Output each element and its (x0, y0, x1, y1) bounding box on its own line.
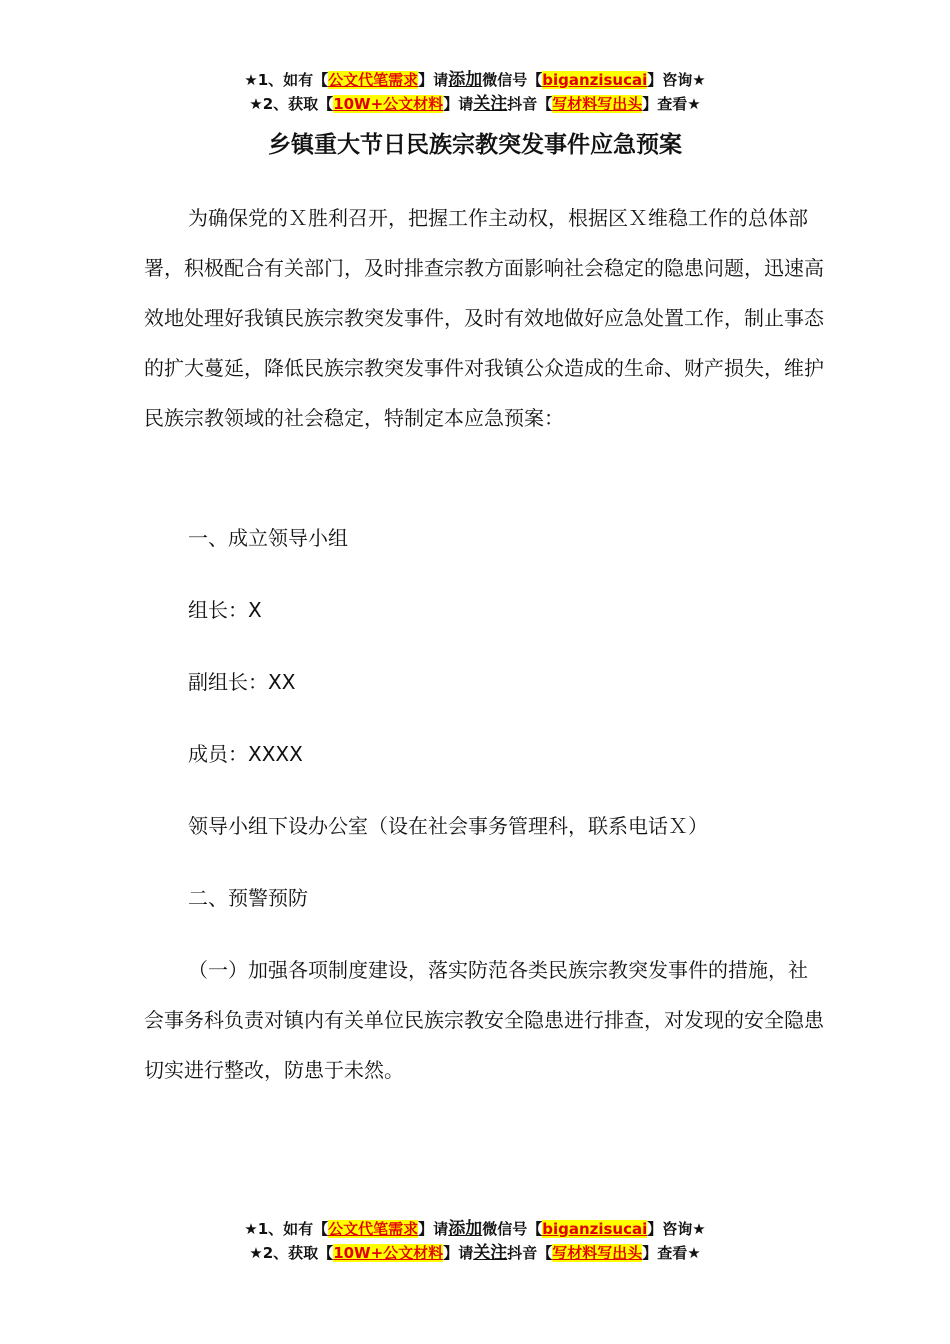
promo-highlight: 公文代笔需求 (328, 1220, 419, 1238)
promo-line-1: ★1、如有【公文代笔需求】请添加微信号【biganzisucai】咨询★ (244, 1219, 706, 1239)
office-line: 领导小组下设办公室（设在社会事务管理科，联系电话Ｘ） (188, 814, 708, 838)
promo-line-2: ★2、获取【10W+公文材料】请关注抖音【写材料写出头】查看★ (249, 1243, 701, 1263)
subsection-1-paragraph: （一）加强各项制度建设，落实防范各类民族宗教突发事件的措施，社会事务科负责对镇内有关单位民族宗教安全隐患进行排查，对发现的安全隐患切实进行整改，防患于未然。 (144, 958, 824, 1082)
promo-highlight: 10W+公文材料 (333, 95, 444, 113)
bottom-promo-banner (0, 1217, 950, 1265)
douyin-id: 写材料写出头 (552, 95, 643, 113)
wechat-id: biganzisucai (542, 1220, 648, 1238)
intro-paragraph: 为确保党的Ｘ胜利召开，把握工作主动权，根据区Ｘ维稳工作的总体部署，积极配合有关部门，及时排查宗教方面影响社会稳定的隐患问题，迅速高效地处理好我镇民族宗教突发事件，及时有效地做好应急处置工作，制止事态的扩大蔓延，降低民族宗教突发事件对我镇公众造成的生命、财产损失，维护民族宗教领域的社会稳定，特制定本应急预案： (144, 206, 824, 430)
douyin-id: 写材料写出头 (552, 1244, 643, 1262)
section-2-heading: 二、预警预防 (188, 886, 308, 910)
promo-highlight: 10W+公文材料 (333, 1244, 444, 1262)
top-promo-banner (0, 68, 950, 116)
wechat-id: biganzisucai (542, 71, 648, 89)
promo-line-1: ★1、如有【公文代笔需求】请添加微信号【biganzisucai】咨询★ (244, 70, 706, 90)
document-title: 乡镇重大节日民族宗教突发事件应急预案 (268, 132, 682, 158)
deputy-leader-line: 副组长：XX (188, 670, 296, 694)
promo-highlight: 公文代笔需求 (328, 71, 419, 89)
leader-line: 组长：X (188, 598, 262, 622)
section-1-heading: 一、成立领导小组 (188, 526, 348, 550)
promo-line-2: ★2、获取【10W+公文材料】请关注抖音【写材料写出头】查看★ (249, 94, 701, 114)
members-line: 成员：XXXX (188, 742, 303, 766)
